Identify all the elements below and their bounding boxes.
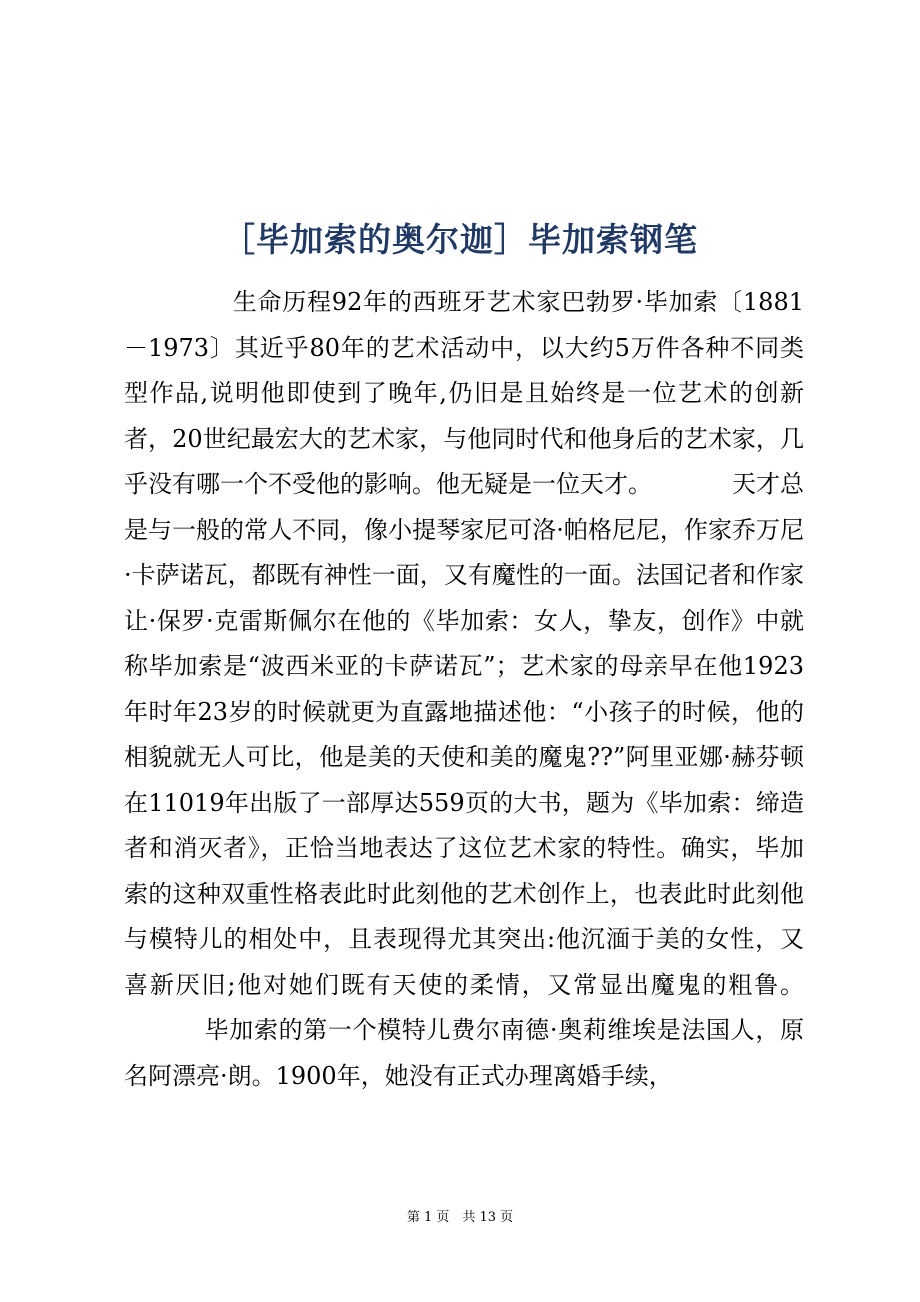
paragraph-3: 毕加索的第一个模特儿费尔南德·奥莉维埃是法国人，原名阿漂亮·朗。1900年，她没有正式办理离婚手续， [124, 1016, 804, 1090]
document-body [124, 280, 804, 1099]
paragraph-1: 生命历程92年的西班牙艺术家巴勃罗·毕加索〔1881－1973〕其近乎80年的艺术活动中，以大约5万件各种不同类型作品,说明他即使到了晚年,仍旧是且始终是一位艺术的创新者，20世纪最宏大的艺术家，与他同时代和他身后的艺术家，几乎没有哪一个不受他的影响。他无疑是一位天才。 [124, 288, 804, 498]
document-title: ［毕加索的奥尔迦］毕加索钢笔 [222, 220, 698, 260]
paragraph-2: 天才总是与一般的常人不同，像小提琴家尼可洛·帕格尼尼，作家乔万尼·卡萨诺瓦，都既有神性一面，又有魔性的一面。法国记者和作家让·保罗·克雷斯佩尔在他的《毕加索：女人，挚友，创作》中就称毕加索是“波西米亚的卡萨诺瓦”；艺术家的母亲早在他1923年时年23岁的时候就更为直露地描述他：“小孩子的时候，他的相貌就无人可比，他是美的天使和美的魔鬼??”阿里亚娜·赫芬顿在11019年出版了一部厚达559页的大书，题为《毕加索：缔造者和消灭者》，正恰当地表达了这位艺术家的特性。确实，毕加索的这种双重性格表此时此刻他的艺术创作上，也表此时此刻他与模特儿的相处中，且表现得尤其突出:他沉湎于美的女性，又喜新厌旧;他对她们既有天使的柔情，又常显出魔鬼的粗鲁。 [124, 470, 804, 999]
page-footer: 第 1 页 共 13 页 [406, 1210, 514, 1225]
